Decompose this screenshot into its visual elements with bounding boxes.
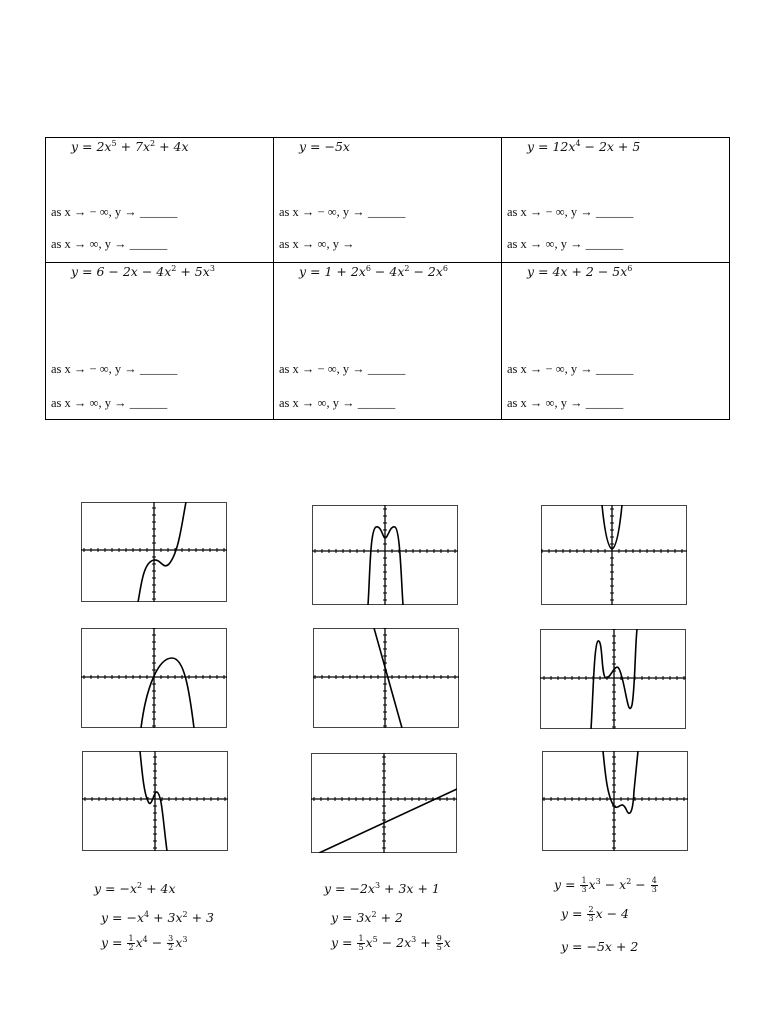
graph-rising-line bbox=[311, 753, 457, 853]
graph-steep-falling-line bbox=[313, 628, 459, 728]
limit-neg-infinity: as x → − ∞, y → ______ bbox=[279, 362, 406, 376]
equation: $y = 12x^4 - 2x + 5$ bbox=[527, 139, 641, 154]
graph-frame bbox=[541, 630, 686, 729]
graph-frame bbox=[314, 629, 459, 728]
table-cell bbox=[274, 263, 502, 420]
graph-window bbox=[313, 628, 459, 728]
equation-choice: $y = -x^4 + 3x^2 + 3$ bbox=[101, 910, 215, 925]
graph-falling-quartic bbox=[82, 751, 228, 851]
limit-neg-infinity: as x → − ∞, y → ______ bbox=[507, 205, 634, 219]
graph-window bbox=[542, 751, 688, 851]
equation-choice: y = −5x + 2 bbox=[561, 939, 639, 954]
limit-pos-infinity: as x → ∞, y → ______ bbox=[507, 237, 624, 251]
limit-pos-infinity: as x → ∞, y → ______ bbox=[507, 396, 624, 410]
graph-window bbox=[82, 751, 228, 851]
graph-window bbox=[312, 505, 458, 605]
equation: y = −5x bbox=[299, 139, 350, 154]
limit-neg-infinity: as x → − ∞, y → ______ bbox=[51, 362, 178, 376]
limit-pos-infinity: as x → ∞, y → ______ bbox=[51, 237, 168, 251]
graph-window bbox=[541, 505, 687, 605]
graph-upward-parabola bbox=[541, 505, 687, 605]
equation: $y = 1 + 2x^6 - 4x^2 - 2x^6$ bbox=[299, 264, 449, 279]
equation-choice: $y = 3x^2 + 2$ bbox=[331, 910, 403, 925]
graph-cubic-rising bbox=[81, 502, 227, 602]
graph-window bbox=[81, 628, 227, 728]
graph-downward-parabola bbox=[81, 628, 227, 728]
equation: $y = 2x^5 + 7x^2 + 4x$ bbox=[71, 139, 189, 154]
limit-pos-infinity: as x → ∞, y → ______ bbox=[279, 396, 396, 410]
table-cell bbox=[46, 263, 274, 420]
table-cell bbox=[502, 138, 730, 263]
equation-choice: y = $\frac{1}{3}$ $x^3 - x^2$ − $\frac{4}{3}$ bbox=[554, 876, 657, 894]
limit-neg-infinity: as x → − ∞, y → ______ bbox=[51, 205, 178, 219]
graph-quintic-wiggle bbox=[540, 629, 686, 729]
graph-window bbox=[311, 753, 457, 853]
graph-quartic-w bbox=[542, 751, 688, 851]
table-cell bbox=[274, 138, 502, 263]
equation-choice: $y = -x^2 + 4x$ bbox=[94, 881, 176, 896]
limit-neg-infinity: as x → − ∞, y → ______ bbox=[507, 362, 634, 376]
equation-choice: y = $\frac{1}{2}$ $x^4$ − $\frac{3}{2}$ $x^3$ bbox=[101, 934, 188, 952]
equation: $y = 4x + 2 - 5x^6$ bbox=[527, 264, 633, 279]
graph-window bbox=[540, 629, 686, 729]
table-cell bbox=[502, 263, 730, 420]
equation-choice: y = $\frac{2}{3}$ x − 4 bbox=[561, 905, 630, 923]
equation-choice: $y = -2x^3 + 3x + 1$ bbox=[324, 881, 440, 896]
table-cell bbox=[46, 138, 274, 263]
graph-frame bbox=[543, 752, 688, 851]
end-behavior-table bbox=[45, 137, 730, 420]
equation: $y = 6 - 2x - 4x^2 + 5x^3$ bbox=[71, 264, 215, 279]
graph-sextic-m-shape bbox=[312, 505, 458, 605]
graph-frame bbox=[542, 506, 687, 605]
limit-neg-infinity: as x → − ∞, y → ______ bbox=[279, 205, 406, 219]
equation-choice: y = $\frac{1}{5}$ $x^5 - 2x^3$ + $\frac{9}{5}$ x bbox=[331, 934, 451, 952]
limit-pos-infinity: as x → ∞, y → bbox=[279, 237, 355, 251]
limit-pos-infinity: as x → ∞, y → ______ bbox=[51, 396, 168, 410]
graph-window bbox=[81, 502, 227, 602]
